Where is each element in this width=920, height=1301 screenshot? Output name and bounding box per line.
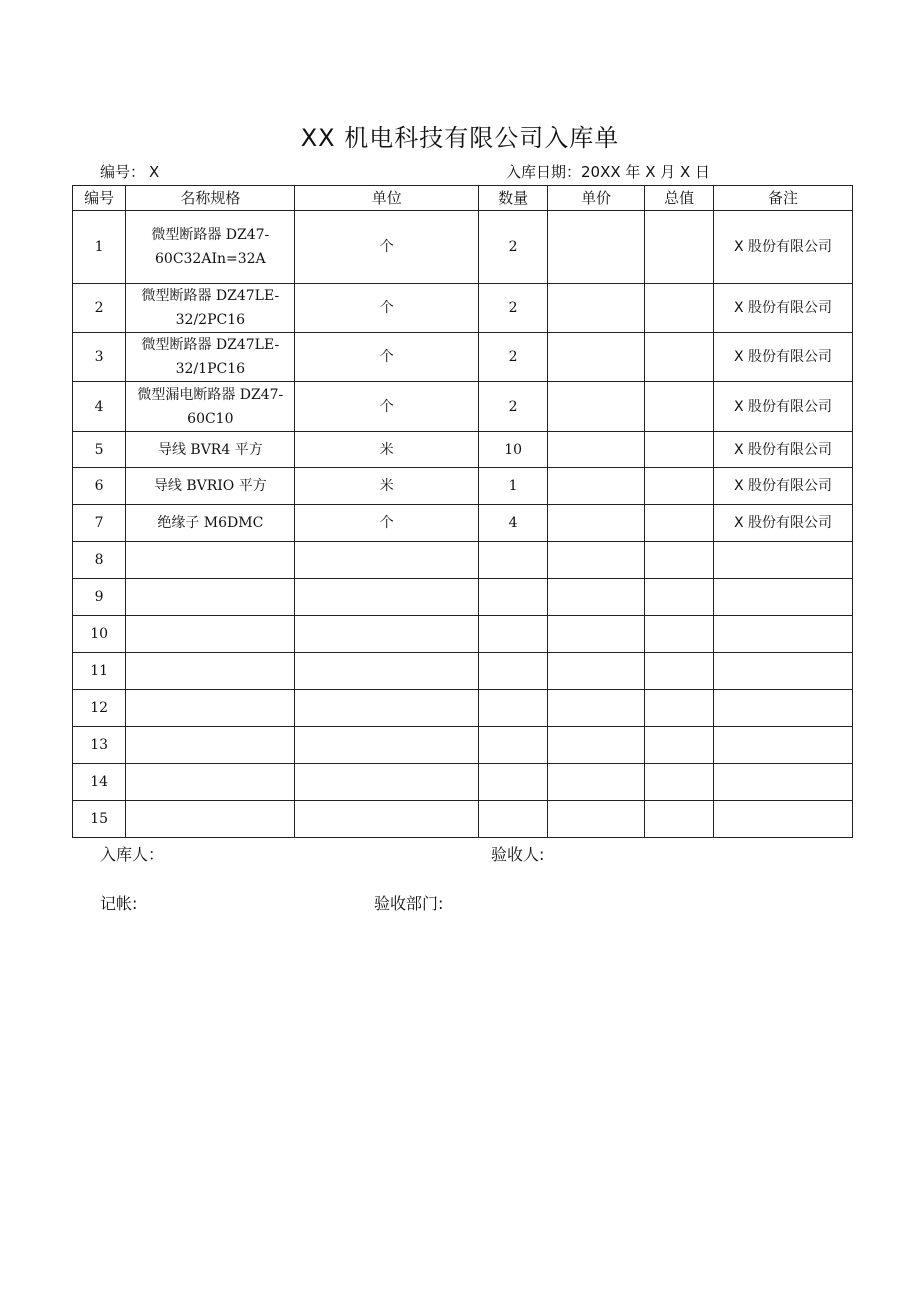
- header-unit: 单位: [295, 186, 479, 211]
- row-remarks: [714, 801, 853, 838]
- row-number: 13: [73, 727, 126, 764]
- table-row: [73, 468, 853, 505]
- row-unit-price: [548, 505, 645, 542]
- row-quantity: 2: [479, 382, 548, 432]
- row-total-value: [645, 616, 714, 653]
- row-number: 3: [73, 333, 126, 382]
- row-remarks: [714, 616, 853, 653]
- row-unit: 个: [295, 382, 479, 432]
- row-remarks: X 股份有限公司: [714, 211, 853, 284]
- row-total-value: [645, 432, 714, 468]
- row-total-value: [645, 505, 714, 542]
- document-number: [100, 161, 159, 182]
- row-unit: 个: [295, 333, 479, 382]
- row-name-spec: [126, 653, 295, 690]
- row-unit: [295, 764, 479, 801]
- row-remarks: X 股份有限公司: [714, 333, 853, 382]
- row-number: 15: [73, 801, 126, 838]
- row-unit: 米: [295, 468, 479, 505]
- row-quantity: [479, 616, 548, 653]
- row-name-spec: [126, 727, 295, 764]
- bookkeeper-label: 记帐:: [100, 894, 138, 913]
- row-remarks: [714, 764, 853, 801]
- row-quantity: [479, 801, 548, 838]
- row-unit-price: [548, 764, 645, 801]
- row-number: 4: [73, 382, 126, 432]
- row-total-value: [645, 542, 714, 579]
- row-unit-price: [548, 382, 645, 432]
- row-total-value: [645, 764, 714, 801]
- table-row: [73, 382, 853, 432]
- table-row: [73, 211, 853, 284]
- row-remarks: [714, 727, 853, 764]
- row-quantity: [479, 653, 548, 690]
- entry-date: [506, 161, 710, 182]
- inventory-table: [72, 185, 853, 838]
- row-name-spec: 导线 BVR4 平方: [126, 432, 295, 468]
- table-row: [73, 432, 853, 468]
- row-total-value: [645, 653, 714, 690]
- row-total-value: [645, 468, 714, 505]
- row-total-value: [645, 211, 714, 284]
- row-quantity: [479, 727, 548, 764]
- header-unit-price: 单价: [548, 186, 645, 211]
- row-total-value: [645, 284, 714, 333]
- row-unit-price: [548, 690, 645, 727]
- table-row: [73, 333, 853, 382]
- entry-date-label: 入库日期：: [506, 163, 582, 181]
- document-number-label: 编号：: [100, 163, 146, 181]
- row-unit-price: [548, 579, 645, 616]
- row-unit: [295, 727, 479, 764]
- row-unit: [295, 579, 479, 616]
- document-title: XX 机电科技有限公司入库单: [300, 124, 620, 152]
- row-number: 5: [73, 432, 126, 468]
- row-name-spec: [126, 542, 295, 579]
- row-quantity: 2: [479, 211, 548, 284]
- header-quantity: 数量: [479, 186, 548, 211]
- row-name-spec: 绝缘子 M6DMC: [126, 505, 295, 542]
- row-name-spec: [126, 801, 295, 838]
- row-unit: [295, 801, 479, 838]
- row-unit-price: [548, 432, 645, 468]
- row-name-spec: 微型漏电断路器 DZ47-60C10: [126, 382, 295, 432]
- row-quantity: 4: [479, 505, 548, 542]
- row-total-value: [645, 690, 714, 727]
- table-row: [73, 764, 853, 801]
- table-row: [73, 505, 853, 542]
- table-header-row: [73, 186, 853, 211]
- row-quantity: 1: [479, 468, 548, 505]
- row-remarks: X 股份有限公司: [714, 505, 853, 542]
- row-number: 12: [73, 690, 126, 727]
- row-unit-price: [548, 468, 645, 505]
- row-remarks: X 股份有限公司: [714, 382, 853, 432]
- inspection-dept-label: 验收部门:: [374, 894, 444, 913]
- row-number: 14: [73, 764, 126, 801]
- table-row: [73, 801, 853, 838]
- row-unit-price: [548, 616, 645, 653]
- row-name-spec: 微型断路器 DZ47LE-32/2PC16: [126, 284, 295, 333]
- table-row: [73, 616, 853, 653]
- header-name-spec: 名称规格: [126, 186, 295, 211]
- row-remarks: [714, 542, 853, 579]
- row-unit-price: [548, 211, 645, 284]
- row-unit: [295, 542, 479, 579]
- row-number: 10: [73, 616, 126, 653]
- row-number: 9: [73, 579, 126, 616]
- row-quantity: [479, 690, 548, 727]
- row-remarks: X 股份有限公司: [714, 468, 853, 505]
- row-unit-price: [548, 801, 645, 838]
- row-unit-price: [548, 333, 645, 382]
- row-total-value: [645, 382, 714, 432]
- row-total-value: [645, 727, 714, 764]
- row-quantity: 2: [479, 333, 548, 382]
- row-remarks: X 股份有限公司: [714, 432, 853, 468]
- table-row: [73, 579, 853, 616]
- row-total-value: [645, 333, 714, 382]
- table-row: [73, 284, 853, 333]
- inspector-label: 验收人:: [491, 845, 545, 864]
- row-quantity: [479, 542, 548, 579]
- table-row: [73, 690, 853, 727]
- row-name-spec: 微型断路器 DZ47LE-32/1PC16: [126, 333, 295, 382]
- row-quantity: 2: [479, 284, 548, 333]
- row-number: 6: [73, 468, 126, 505]
- row-remarks: [714, 579, 853, 616]
- row-unit-price: [548, 284, 645, 333]
- row-unit: 个: [295, 505, 479, 542]
- row-unit: [295, 653, 479, 690]
- row-name-spec: 微型断路器 DZ47-60C32AIn=32A: [126, 211, 295, 284]
- row-unit-price: [548, 542, 645, 579]
- row-total-value: [645, 801, 714, 838]
- header-remarks: 备注: [714, 186, 853, 211]
- row-unit-price: [548, 727, 645, 764]
- header-number: 编号: [73, 186, 126, 211]
- header-total-value: 总值: [645, 186, 714, 211]
- row-unit-price: [548, 653, 645, 690]
- row-remarks: [714, 690, 853, 727]
- row-remarks: [714, 653, 853, 690]
- row-name-spec: [126, 579, 295, 616]
- table-row: [73, 727, 853, 764]
- row-number: 8: [73, 542, 126, 579]
- row-total-value: [645, 579, 714, 616]
- row-unit: [295, 690, 479, 727]
- row-unit: [295, 616, 479, 653]
- row-name-spec: 导线 BVRIO 平方: [126, 468, 295, 505]
- row-unit: 个: [295, 211, 479, 284]
- row-remarks: X 股份有限公司: [714, 284, 853, 333]
- row-number: 7: [73, 505, 126, 542]
- row-number: 1: [73, 211, 126, 284]
- row-name-spec: [126, 616, 295, 653]
- row-number: 11: [73, 653, 126, 690]
- row-number: 2: [73, 284, 126, 333]
- row-quantity: [479, 764, 548, 801]
- document-number-value: X: [149, 163, 160, 181]
- row-quantity: [479, 579, 548, 616]
- row-unit: 个: [295, 284, 479, 333]
- table-row: [73, 653, 853, 690]
- table-row: [73, 542, 853, 579]
- receiver-label: 入库人：: [100, 845, 165, 864]
- row-name-spec: [126, 764, 295, 801]
- row-quantity: 10: [479, 432, 548, 468]
- entry-date-value: 20XX 年 X 月 X 日: [581, 163, 711, 181]
- row-unit: 米: [295, 432, 479, 468]
- row-name-spec: [126, 690, 295, 727]
